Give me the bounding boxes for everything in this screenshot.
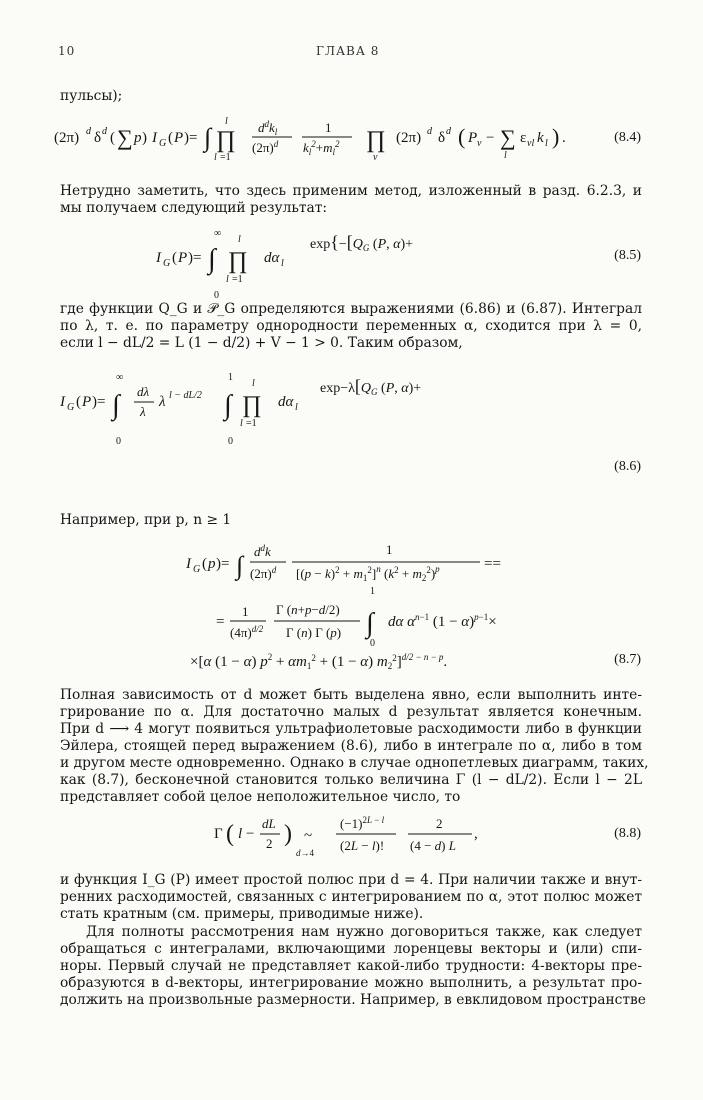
paragraph-0: пульсы); xyxy=(60,88,123,104)
svg-text:): ) xyxy=(142,130,147,146)
svg-text:P: P xyxy=(468,130,478,146)
svg-text:∫: ∫ xyxy=(224,390,232,421)
equation-number-8-5: (8.5) xyxy=(614,248,641,263)
svg-text:P: P xyxy=(178,250,188,266)
svg-text:0: 0 xyxy=(214,290,219,301)
paragraph-1: Нетрудно заметить, что здесь применим метод, изложенный в разд. 6.2.3, и мы получаем следующий результат: xyxy=(60,183,642,216)
svg-text:0: 0 xyxy=(228,436,233,447)
svg-text:0: 0 xyxy=(116,436,121,447)
svg-text:(: ( xyxy=(226,821,234,847)
svg-text:(−1)2L − l: $(-1)^{2L - l}$ xyxy=(340,815,385,831)
svg-text:l: l xyxy=(281,258,284,269)
svg-text:Γ (n) Γ (p): Γ (n) Γ (p) xyxy=(286,625,342,640)
paragraph-4: Полная зависимость от d может быть выделена явно, если выполнить инте- грирование по α. Для достаточно малых d результат является конечным. При d ⟶ 4 могут появиться ультрафиолетовые расходимости либо в функции Эйлера, стоящей перед выражением (8.6), либо в интеграле по α, либо в том и другом месте одновременно. Однако в случае однопетлевых диаграмм, таких, как (8.7), бесконечной становится только величина Γ (l − dL/2). Если l − 2L представляет собой целое неположительное число, то xyxy=(60,687,649,805)
svg-text:)=: )= xyxy=(92,394,106,410)
svg-text:−: − xyxy=(486,130,495,146)
svg-text:λ: λ xyxy=(140,404,146,419)
svg-text:p: p xyxy=(134,130,142,146)
svg-text:1: 1 xyxy=(242,604,249,619)
svg-text:∫: ∫ xyxy=(112,390,120,421)
svg-text:∫: ∫ xyxy=(208,244,216,275)
svg-text:∞: ∞ xyxy=(116,372,124,383)
svg-text:(: ( xyxy=(202,556,207,572)
svg-text:)=: )= xyxy=(184,130,198,146)
equation-8-8 xyxy=(210,810,510,866)
svg-text:(2π)d: $(2\pi)^d$ xyxy=(252,139,279,155)
svg-text:l: l xyxy=(240,418,243,429)
svg-text:−: − xyxy=(246,826,255,842)
paragraph-3: Например, при p, n ≥ 1 xyxy=(60,512,232,528)
svg-text:Γ: Γ xyxy=(214,826,223,842)
svg-text:): ) xyxy=(284,821,292,847)
equation-8-8-graphic xyxy=(210,810,510,866)
svg-text:I: I xyxy=(156,250,161,266)
svg-text:P: P xyxy=(174,130,184,146)
svg-text:kl2+ml2: $k_l^2+m_l^2$ xyxy=(303,139,340,157)
svg-text:(: ( xyxy=(168,130,173,146)
svg-text:d: d xyxy=(86,126,91,137)
svg-text:∫: ∫ xyxy=(236,551,244,580)
equation-8-6 xyxy=(56,364,636,504)
svg-text:(4 − d) L: (4 − d) L xyxy=(410,838,456,853)
svg-text:ddk: $d^dk$ xyxy=(254,543,271,559)
equation-8-5-graphic xyxy=(150,222,570,302)
svg-text:dλ: dλ xyxy=(137,384,150,399)
paragraph-5: и функция I_G (P) имеет простой полюс при d = 4. При наличии также и внут- ренних расходимостей, связанных с интегрированием по α, этот полюс может стать кратным (см. примеры, приводимые ниже). xyxy=(60,872,642,922)
svg-text:dα: dα xyxy=(278,394,294,410)
svg-text:l: l xyxy=(225,116,228,127)
svg-text:∑: ∑ xyxy=(117,125,133,150)
svg-text:∏: ∏ xyxy=(228,248,248,274)
svg-text:∑: ∑ xyxy=(500,125,516,150)
svg-text:(: ( xyxy=(76,394,81,410)
svg-text:l: l xyxy=(252,378,255,389)
svg-text:∏: ∏ xyxy=(242,392,262,418)
paragraph-2: где функции Q_G и 𝒫_G определяются выражениями (6.86) и (6.87). Интеграл по λ, т. е. по параметру однородности переменных α, сходится при λ = 0, если l − dL/2 = L (1 − d/2) + V − 1 > 0. Таким образом, xyxy=(60,301,642,351)
svg-text:=1: =1 xyxy=(246,418,257,429)
svg-text:=: = xyxy=(216,614,225,630)
svg-text:δ: δ xyxy=(438,130,446,146)
svg-text:(: ( xyxy=(458,124,466,149)
svg-text:d: d xyxy=(102,126,107,137)
svg-text:): ) xyxy=(552,124,560,149)
svg-text:(2π): (2π) xyxy=(396,130,422,146)
svg-text:dα αn−1 (1 − α)p−1×: dα $\alpha^n-1$ $(1 - \alpha)^p-1\times$ xyxy=(388,612,497,630)
svg-text:)=: )= xyxy=(216,556,230,572)
svg-text:d: d xyxy=(446,126,451,137)
svg-text:exp{−[QG (P, α)+ ∑: $\exp\{-[Q_G$ (P, α)+ xyxy=(310,232,414,253)
svg-text:Γ (n+p−d/2): Γ (n+p−d/2) xyxy=(276,602,340,617)
svg-text:l: l xyxy=(504,150,507,161)
svg-text:G: G xyxy=(67,402,75,413)
svg-text:.: . xyxy=(562,130,566,146)
svg-text:p: p xyxy=(208,556,216,572)
svg-text:I: I xyxy=(186,556,191,572)
page-number: 10 xyxy=(58,44,76,58)
svg-text:I: I xyxy=(60,394,65,410)
svg-text:l: l xyxy=(545,138,548,149)
equation-8-7 xyxy=(180,534,570,674)
svg-text:v: v xyxy=(373,152,378,162)
svg-text:1: 1 xyxy=(370,586,375,597)
svg-text:l − dL/2: l − dL/2 xyxy=(169,390,202,401)
svg-text:,: , xyxy=(474,826,478,842)
svg-text:1: 1 xyxy=(228,372,233,383)
svg-text:2: 2 xyxy=(436,816,443,831)
svg-text:exp−λ[QG (P, α)+ ∑: $\exp-\lambda[Q_G$ (P, α)+ xyxy=(320,376,422,397)
svg-text:)=: )= xyxy=(188,250,202,266)
svg-text:~: ~ xyxy=(304,828,313,844)
svg-text:(: ( xyxy=(110,130,115,146)
svg-text:∞: ∞ xyxy=(214,228,222,239)
paragraph-6: Для полноты рассмотрения нам нужно договориться также, как следует обращаться с интегралами, включающими лоренцевы векторы и (или) спи- норы. Первый случай не представляет какой-либо трудности: 4-векторы пре- образуются в d-векторы, интегрирование можно выполнить, а результат про- должить на произвольные размерности. Например, в евклидовом пространстве xyxy=(60,924,646,1008)
svg-text:G: G xyxy=(159,138,167,149)
svg-text:δ: δ xyxy=(94,130,102,146)
svg-text:1: 1 xyxy=(325,120,332,135)
svg-text:ε: ε xyxy=(520,130,527,146)
svg-text:==: == xyxy=(484,556,501,572)
running-title: ГЛАВА 8 xyxy=(316,44,380,58)
svg-text:=1: =1 xyxy=(220,152,231,162)
svg-text:(2L − l)!: (2L − l)! xyxy=(340,838,385,853)
equation-8-6-graphic xyxy=(56,364,636,504)
svg-text:k: k xyxy=(537,130,544,146)
svg-text:λ: λ xyxy=(159,394,166,410)
svg-text:ddkl: $d^dk_l$ xyxy=(258,119,278,137)
svg-text:l: l xyxy=(238,234,241,245)
svg-text:∫: ∫ xyxy=(366,608,374,639)
svg-text:l: l xyxy=(226,274,229,285)
svg-text:(: ( xyxy=(172,250,177,266)
svg-text:G: G xyxy=(163,258,171,269)
svg-text:2: 2 xyxy=(266,836,273,851)
svg-text:∏: ∏ xyxy=(216,127,236,153)
svg-text:d: d xyxy=(427,126,432,137)
svg-text:1: 1 xyxy=(386,542,393,557)
svg-text:vl: vl xyxy=(527,138,535,149)
svg-text:0: 0 xyxy=(370,638,375,649)
svg-text:∏: ∏ xyxy=(366,127,386,153)
svg-text:=1: =1 xyxy=(232,274,243,285)
svg-text:∫: ∫ xyxy=(204,123,212,152)
svg-text:(2π)d: $(2\pi)^d$ xyxy=(250,565,277,581)
svg-text:dL: dL xyxy=(262,816,276,831)
svg-text:G: G xyxy=(193,564,201,575)
svg-text:(2π): (2π) xyxy=(54,130,80,146)
equation-number-8-8: (8.8) xyxy=(614,826,641,841)
svg-text:l: l xyxy=(238,826,243,842)
equation-number-8-6: (8.6) xyxy=(614,459,641,474)
svg-text:(4π)d/2: $(4\pi)^{d/2}$ xyxy=(230,624,264,640)
svg-text:v: v xyxy=(477,138,482,149)
svg-text:dα: dα xyxy=(264,250,280,266)
svg-text:P: P xyxy=(82,394,92,410)
equation-8-4-graphic xyxy=(54,112,614,162)
svg-text:×[α (1 − α) p2 + αm12 + (1 − α: ×[α (1 − α) $p^2 + \alpha m_1^2 + (1 - \alpha)$ $m_2^2]^{d/2 - n - p}$. xyxy=(190,652,448,671)
equation-number-8-7: (8.7) xyxy=(614,652,641,667)
svg-text:l: l xyxy=(214,152,217,162)
svg-text:[(p − k)2 + m12]n (k2 + m22)p: $[(p - k)^2 + m_1^2]^n$ $(k^2 + m_2^2)^p$ xyxy=(296,564,440,583)
equation-8-5 xyxy=(150,222,570,302)
equation-8-7-graphic xyxy=(180,534,570,674)
equation-8-4 xyxy=(54,112,614,162)
svg-text:d→4: d→4 xyxy=(296,848,314,858)
svg-text:l: l xyxy=(295,402,298,413)
svg-text:I: I xyxy=(152,130,157,146)
equation-number-8-4: (8.4) xyxy=(614,130,641,145)
